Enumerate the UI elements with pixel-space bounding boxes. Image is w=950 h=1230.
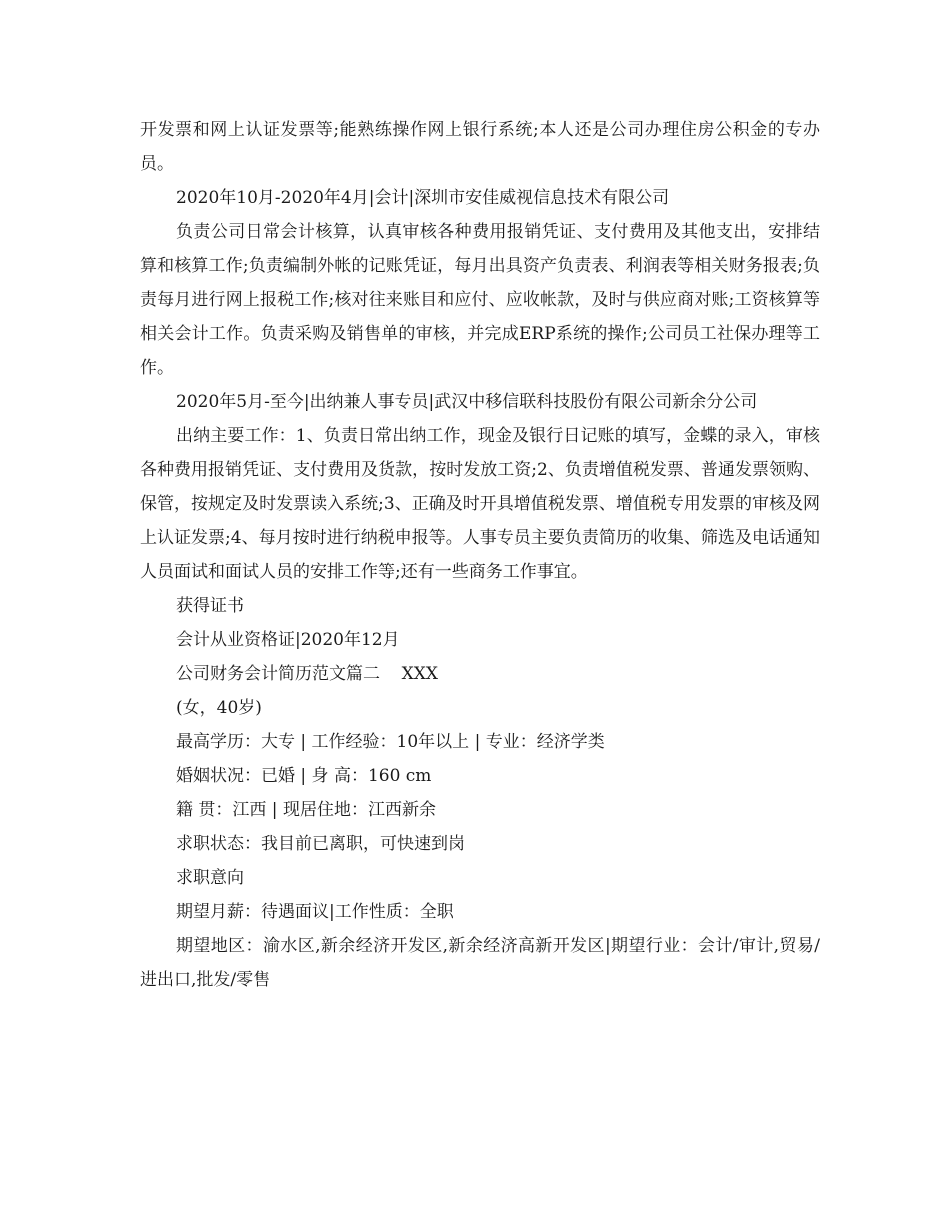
marital-status-height: 婚姻状况：已婚 | 身 高：160 cm [176,766,432,786]
job-entry-cashier-heading: 2020年5月-至今|出纳兼人事专员|武汉中移信联科技股份有限公司新余分公司 [176,392,758,412]
education-experience-major: 最高学历：大专 | 工作经验：10年以上 | 专业：经济学类 [176,732,605,752]
document-body [140,113,820,997]
section-heading-job-intention: 求职意向 [176,868,244,888]
paragraph-cashier-duties: 出纳主要工作：1、负责日常出纳工作，现金及银行日记账的填写，金蝶的录入，审核各种费用报销凭证、支付费用及货款，按时发放工资;2、负责增值税发票、普通发票领购、保管，按规定及时发票读入系统;3、正确及时开具增值税发票、增值税专用发票的审核及网上认证发票;4、每月按时进行纳税申报等。人事专员主要负责简历的收集、筛选及电话通知人员面试和面试人员的安排工作等;还有一些商务工作事宜。 [140,426,820,582]
expected-salary-job-type: 期望月薪：待遇面议|工作性质：全职 [176,902,454,922]
gender-age: (女，40岁) [176,698,262,718]
resume-title: 公司财务会计简历范文篇二 XXX [176,664,438,684]
job-entry-accountant-heading: 2020年10月-2020年4月|会计|深圳市安佳威视信息技术有限公司 [176,188,670,208]
job-seeking-status: 求职状态：我目前已离职，可快速到岗 [176,834,465,854]
expected-region-industry: 期望地区：渝水区,新余经济开发区,新余经济高新开发区|期望行业：会计/审计,贸易/进出口,批发/零售 [140,936,820,990]
hometown-residence: 籍 贯：江西 | 现居住地：江西新余 [176,800,436,820]
paragraph-accountant-duties: 负责公司日常会计核算，认真审核各种费用报销凭证、支付费用及其他支出，安排结算和核算工作;负责编制外帐的记账凭证，每月出具资产负责表、利润表等相关财务报表;负责每月进行网上报税工作;核对往来账目和应付、应收帐款，及时与供应商对账;工资核算等相关会计工作。负责采购及销售单的审核，并完成ERP系统的操作;公司员工社保办理等工作。 [140,222,820,378]
paragraph-invoice-duties: 开发票和网上认证发票等;能熟练操作网上银行系统;本人还是公司办理住房公积金的专办员。 [140,120,820,174]
certificate-item: 会计从业资格证|2020年12月 [176,630,400,650]
section-heading-certificates: 获得证书 [176,596,244,616]
